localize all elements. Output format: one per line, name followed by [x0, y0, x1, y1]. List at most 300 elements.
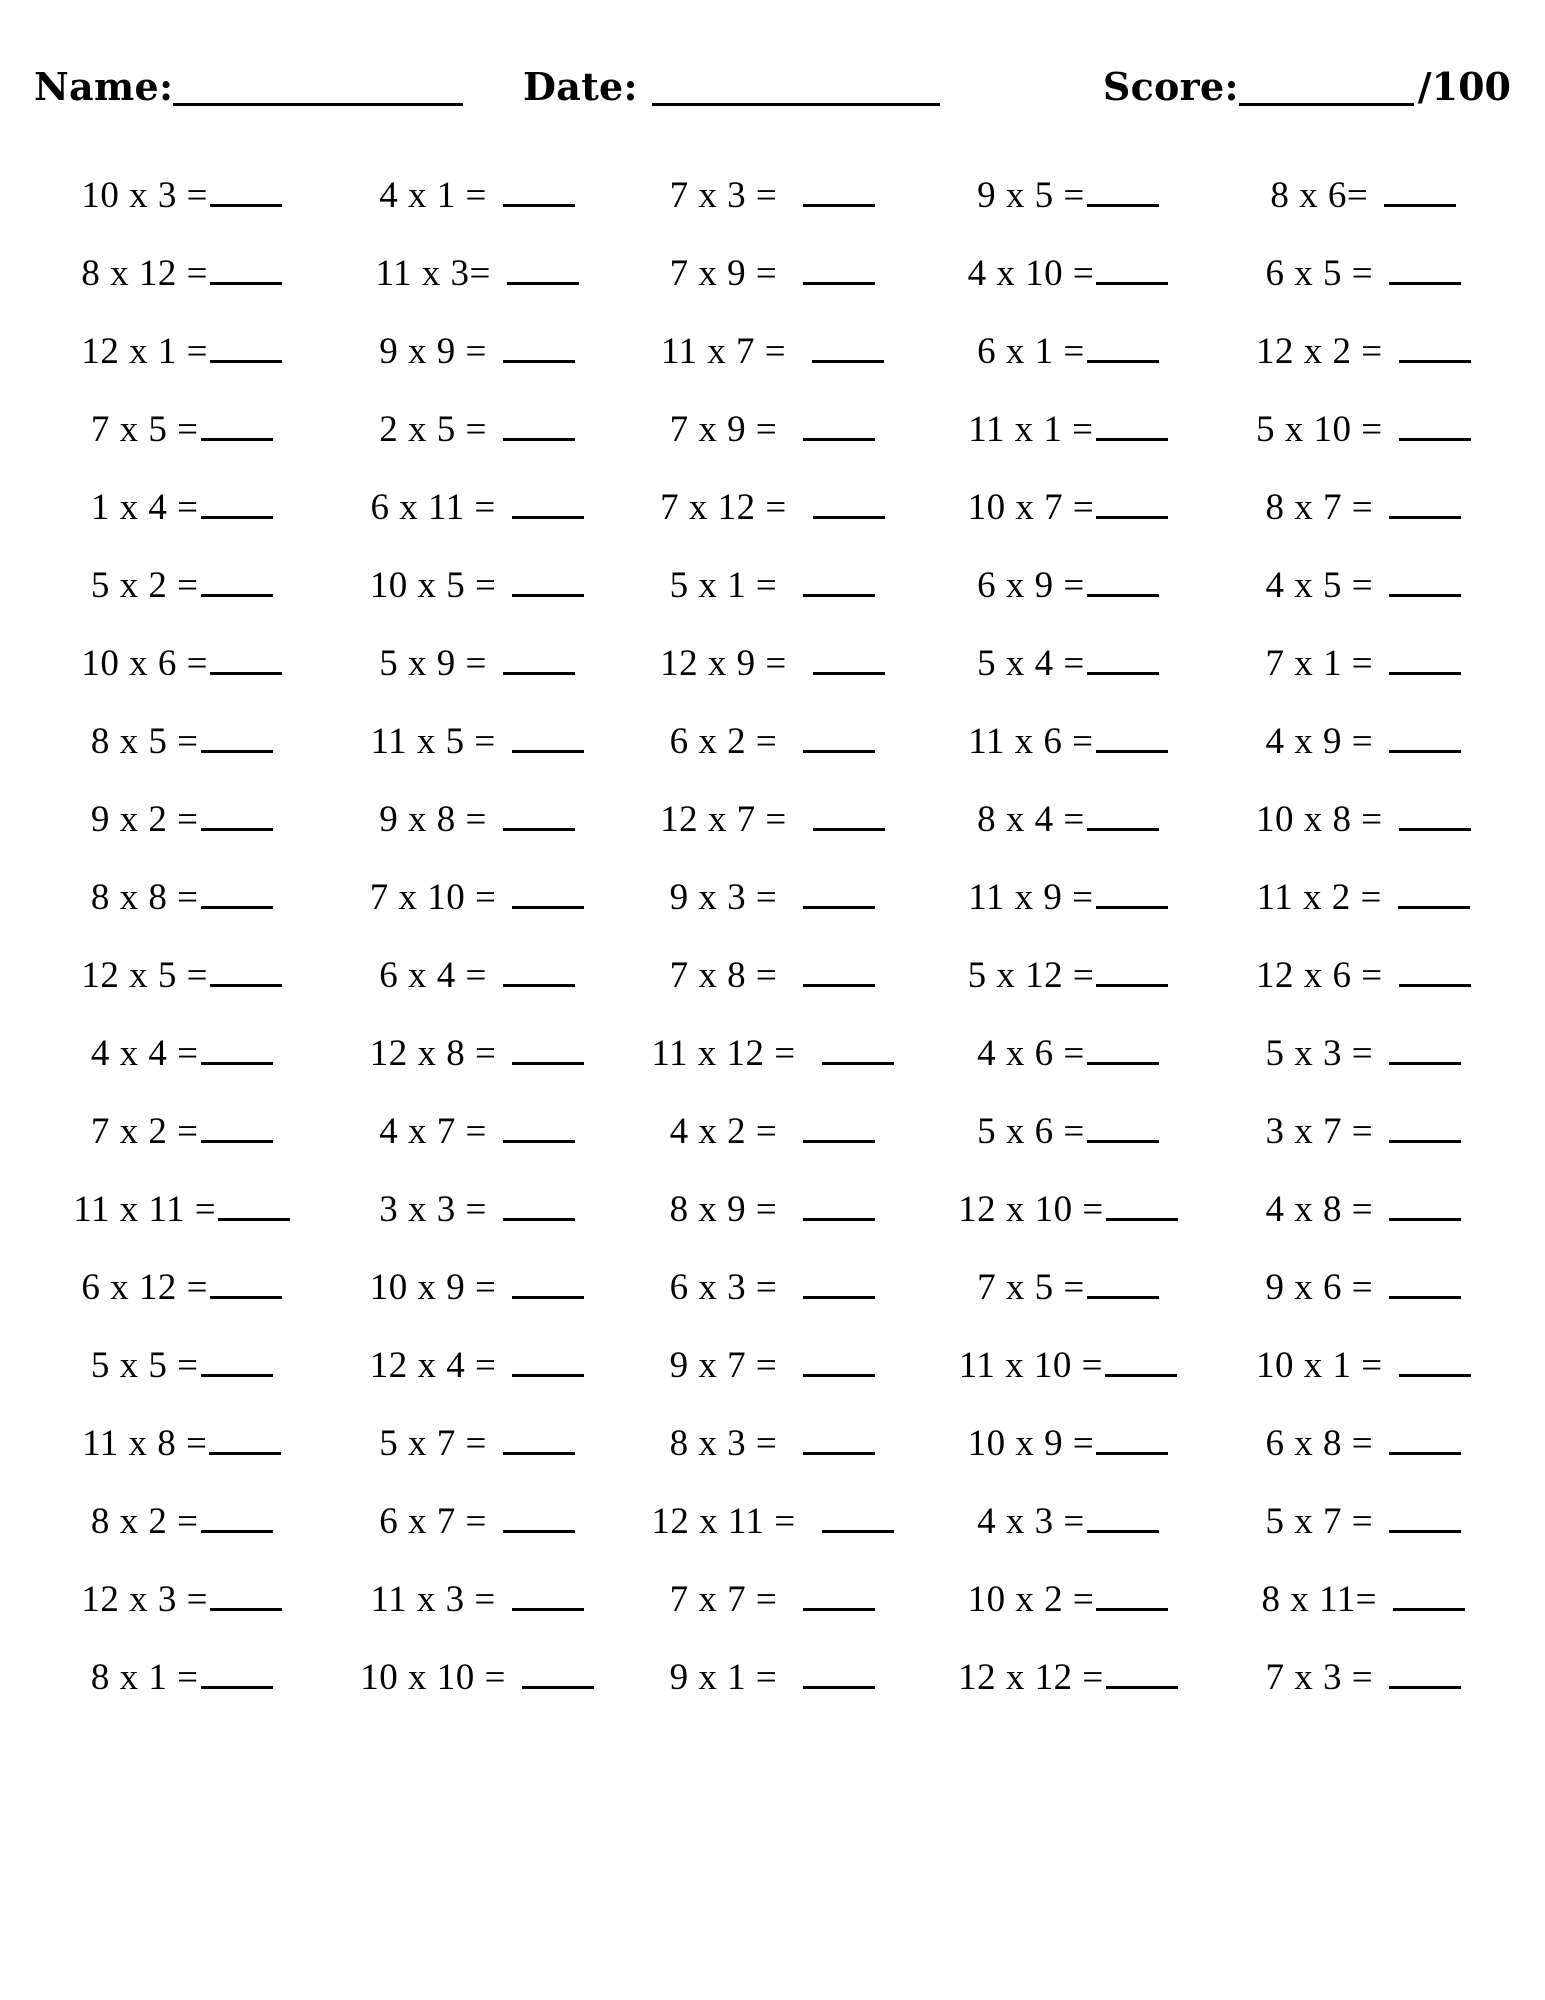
- problem-expression: 11 x 9 =: [968, 876, 1094, 918]
- problem-cell: [34, 1248, 329, 1326]
- answer-blank[interactable]: [803, 1582, 875, 1611]
- problem-expression: 3 x 3 =: [379, 1188, 487, 1230]
- problem: [1265, 642, 1461, 684]
- problem-expression: 11 x 3=: [375, 252, 491, 294]
- answer-blank[interactable]: [1096, 1582, 1168, 1611]
- problem: [977, 642, 1159, 684]
- answer-blank[interactable]: [503, 1114, 575, 1143]
- problem-cell: [920, 1638, 1215, 1716]
- answer-blank[interactable]: [813, 646, 885, 675]
- problem-expression: 4 x 10 =: [967, 252, 1095, 294]
- answer-blank[interactable]: [1389, 1504, 1461, 1533]
- problem-expression: 12 x 10 =: [958, 1188, 1104, 1230]
- problem-expression: 12 x 1 =: [81, 330, 208, 372]
- answer-blank[interactable]: [1389, 490, 1461, 519]
- problem: [90, 1656, 273, 1698]
- problem-cell: [920, 1248, 1215, 1326]
- problem-expression: 8 x 8 =: [90, 876, 199, 918]
- problem: [81, 174, 282, 216]
- answer-blank[interactable]: [803, 412, 875, 441]
- answer-blank[interactable]: [803, 958, 875, 987]
- problem-cell: [329, 858, 624, 936]
- answer-blank[interactable]: [210, 646, 282, 675]
- problem: [977, 174, 1159, 216]
- problem-cell: [920, 780, 1215, 858]
- problem: [1265, 486, 1461, 528]
- problem-expression: 12 x 3 =: [81, 1578, 208, 1620]
- problem-cell: [34, 234, 329, 312]
- problem-cell: [34, 1170, 329, 1248]
- name-field[interactable]: [34, 64, 463, 109]
- problem-expression: 8 x 3 =: [669, 1422, 778, 1464]
- problem-cell: [34, 858, 329, 936]
- problem-cell: [34, 1092, 329, 1170]
- problem-cell: [1216, 1560, 1511, 1638]
- problem-expression: 5 x 4 =: [977, 642, 1085, 684]
- problem: [660, 798, 885, 840]
- answer-blank[interactable]: [201, 1114, 273, 1143]
- answer-blank[interactable]: [1389, 1036, 1461, 1065]
- problem-cell: [329, 390, 624, 468]
- answer-blank[interactable]: [813, 490, 885, 519]
- problem: [967, 1422, 1169, 1464]
- problem: [370, 486, 583, 528]
- problem-cell: [1216, 1638, 1511, 1716]
- problem-cell: [1216, 1014, 1511, 1092]
- answer-blank[interactable]: [201, 880, 273, 909]
- answer-blank[interactable]: [1399, 334, 1471, 363]
- answer-blank[interactable]: [503, 802, 575, 831]
- problem-cell: [625, 1482, 920, 1560]
- problem-cell: [329, 1248, 624, 1326]
- problem-cell: [329, 624, 624, 702]
- problem: [360, 1656, 594, 1698]
- answer-blank[interactable]: [1087, 178, 1159, 207]
- problem: [379, 1422, 575, 1464]
- problem-cell: [920, 468, 1215, 546]
- problem: [1265, 1032, 1461, 1074]
- problem: [90, 564, 273, 606]
- problem-cell: [329, 1560, 624, 1638]
- answer-blank[interactable]: [512, 880, 584, 909]
- problem: [967, 954, 1169, 996]
- problem-expression: 4 x 6 =: [977, 1032, 1085, 1074]
- problem-expression: 7 x 9 =: [669, 252, 778, 294]
- answer-blank[interactable]: [201, 412, 273, 441]
- answer-blank[interactable]: [1096, 1426, 1168, 1455]
- problem-expression: 10 x 10 =: [360, 1656, 506, 1698]
- problem: [669, 1578, 876, 1620]
- problem-cell: [329, 1170, 624, 1248]
- problem-expression: 5 x 9 =: [379, 642, 487, 684]
- problem-expression: 11 x 11 =: [73, 1188, 217, 1230]
- answer-blank[interactable]: [1096, 724, 1168, 753]
- answer-blank[interactable]: [201, 1036, 273, 1065]
- problem-expression: 7 x 8 =: [669, 954, 778, 996]
- problem: [669, 1188, 876, 1230]
- problem: [81, 252, 282, 294]
- answer-blank[interactable]: [1087, 1270, 1159, 1299]
- problem-expression: 8 x 1 =: [90, 1656, 199, 1698]
- problem-cell: [34, 312, 329, 390]
- problem: [967, 252, 1169, 294]
- problem-expression: 7 x 1 =: [1265, 642, 1374, 684]
- answer-blank[interactable]: [1096, 490, 1168, 519]
- problem-expression: 1 x 4 =: [90, 486, 199, 528]
- problem-cell: [1216, 390, 1511, 468]
- problem-cell: [1216, 780, 1511, 858]
- problem-expression: 6 x 1 =: [977, 330, 1085, 372]
- problem-cell: [34, 546, 329, 624]
- answer-blank[interactable]: [1389, 1192, 1461, 1221]
- problem-expression: 11 x 8 =: [82, 1422, 208, 1464]
- problem-cell: [34, 1404, 329, 1482]
- problem-cell: [329, 234, 624, 312]
- problem: [369, 1032, 585, 1074]
- answer-blank[interactable]: [803, 178, 875, 207]
- problem-expression: 11 x 6 =: [968, 720, 1094, 762]
- problem-expression: 5 x 7 =: [1265, 1500, 1374, 1542]
- problem-expression: 8 x 2 =: [90, 1500, 199, 1542]
- answer-blank[interactable]: [1389, 568, 1461, 597]
- problem-expression: 7 x 5 =: [90, 408, 199, 450]
- problem-cell: [625, 546, 920, 624]
- problem-expression: 7 x 12 =: [660, 486, 787, 528]
- answer-blank[interactable]: [503, 1504, 575, 1533]
- answer-blank[interactable]: [512, 1036, 584, 1065]
- answer-blank[interactable]: [1384, 178, 1456, 207]
- answer-blank[interactable]: [210, 1270, 282, 1299]
- answer-blank[interactable]: [512, 568, 584, 597]
- answer-blank[interactable]: [822, 1036, 894, 1065]
- problem: [651, 1500, 893, 1542]
- answer-blank[interactable]: [1087, 334, 1159, 363]
- answer-blank[interactable]: [803, 1114, 875, 1143]
- answer-blank[interactable]: [210, 1582, 282, 1611]
- problem-cell: [329, 936, 624, 1014]
- problem-cell: [625, 1638, 920, 1716]
- answer-blank[interactable]: [503, 1192, 575, 1221]
- answer-blank[interactable]: [503, 334, 575, 363]
- problem: [1265, 1188, 1461, 1230]
- problem-expression: 11 x 10 =: [958, 1344, 1104, 1386]
- problem: [977, 1110, 1159, 1152]
- problem-cell: [625, 858, 920, 936]
- problem-cell: [1216, 468, 1511, 546]
- problem: [379, 954, 575, 996]
- problem-cell: [625, 312, 920, 390]
- answer-blank[interactable]: [1389, 1270, 1461, 1299]
- answer-blank[interactable]: [522, 1660, 594, 1689]
- answer-blank[interactable]: [1087, 646, 1159, 675]
- problem: [1265, 252, 1461, 294]
- answer-blank[interactable]: [1389, 1114, 1461, 1143]
- answer-blank[interactable]: [803, 1348, 875, 1377]
- answer-blank[interactable]: [201, 724, 273, 753]
- problem-expression: 4 x 7 =: [379, 1110, 487, 1152]
- answer-blank[interactable]: [813, 802, 885, 831]
- problem-cell: [329, 1092, 624, 1170]
- problem-cell: [625, 390, 920, 468]
- problem-expression: 5 x 10 =: [1255, 408, 1383, 450]
- problem: [82, 1422, 281, 1464]
- answer-blank[interactable]: [512, 1582, 584, 1611]
- answer-blank[interactable]: [218, 1192, 290, 1221]
- problem: [369, 876, 585, 918]
- name-label: Name:: [34, 64, 174, 109]
- answer-blank[interactable]: [803, 1426, 875, 1455]
- problem: [669, 954, 876, 996]
- problem-expression: 9 x 8 =: [379, 798, 487, 840]
- answer-blank[interactable]: [201, 802, 273, 831]
- problem: [90, 1032, 273, 1074]
- problem-expression: 7 x 5 =: [977, 1266, 1085, 1308]
- problem-expression: 9 x 7 =: [669, 1344, 778, 1386]
- answer-blank[interactable]: [803, 1660, 875, 1689]
- problem: [977, 564, 1159, 606]
- problem-cell: [920, 234, 1215, 312]
- problem-expression: 12 x 2 =: [1255, 330, 1383, 372]
- problem: [977, 798, 1159, 840]
- problem: [379, 642, 575, 684]
- score-field[interactable]: [1102, 64, 1511, 109]
- score-input-blank[interactable]: [1239, 69, 1414, 106]
- problem-expression: 4 x 2 =: [669, 1110, 778, 1152]
- problem-cell: [920, 624, 1215, 702]
- problem: [1270, 174, 1456, 216]
- problem-expression: 9 x 6 =: [1265, 1266, 1374, 1308]
- problem-cell: [625, 624, 920, 702]
- problem: [977, 1266, 1159, 1308]
- problem-cell: [34, 780, 329, 858]
- answer-blank[interactable]: [1389, 1426, 1461, 1455]
- problem-expression: 5 x 6 =: [977, 1110, 1085, 1152]
- problem-expression: 10 x 9 =: [967, 1422, 1095, 1464]
- problem: [81, 1578, 282, 1620]
- answer-blank[interactable]: [803, 1270, 875, 1299]
- problem-cell: [920, 1560, 1215, 1638]
- problem: [1265, 1656, 1461, 1698]
- problem: [958, 1188, 1178, 1230]
- problem-cell: [1216, 1482, 1511, 1560]
- problem-cell: [329, 780, 624, 858]
- answer-blank[interactable]: [1399, 958, 1471, 987]
- answer-blank[interactable]: [503, 958, 575, 987]
- problem: [977, 1500, 1159, 1542]
- problem-expression: 11 x 5 =: [370, 720, 496, 762]
- answer-blank[interactable]: [1399, 1348, 1471, 1377]
- answer-blank[interactable]: [1087, 802, 1159, 831]
- problem-cell: [34, 624, 329, 702]
- date-input-blank[interactable]: [652, 69, 940, 106]
- answer-blank[interactable]: [503, 1426, 575, 1455]
- problem: [90, 1110, 273, 1152]
- answer-blank[interactable]: [1389, 724, 1461, 753]
- answer-blank[interactable]: [1398, 880, 1470, 909]
- problem-cell: [1216, 546, 1511, 624]
- problem-expression: 7 x 3 =: [1265, 1656, 1374, 1698]
- answer-blank[interactable]: [1096, 958, 1168, 987]
- answer-blank[interactable]: [201, 1504, 273, 1533]
- problem-expression: 6 x 12 =: [81, 1266, 208, 1308]
- problem-cell: [920, 936, 1215, 1014]
- problem-expression: 5 x 1 =: [669, 564, 778, 606]
- answer-blank[interactable]: [201, 568, 273, 597]
- problem-expression: 4 x 8 =: [1265, 1188, 1374, 1230]
- answer-blank[interactable]: [1096, 880, 1168, 909]
- answer-blank[interactable]: [1096, 256, 1168, 285]
- problem: [1261, 1578, 1466, 1620]
- problem-cell: [920, 390, 1215, 468]
- problem: [73, 1188, 290, 1230]
- problem: [1255, 798, 1471, 840]
- answer-blank[interactable]: [503, 646, 575, 675]
- problem-expression: 4 x 3 =: [977, 1500, 1085, 1542]
- problem-cell: [625, 1326, 920, 1404]
- problem-expression: 7 x 7 =: [669, 1578, 778, 1620]
- answer-blank[interactable]: [209, 1426, 281, 1455]
- answer-blank[interactable]: [803, 880, 875, 909]
- answer-blank[interactable]: [1087, 1504, 1159, 1533]
- answer-blank[interactable]: [1106, 1660, 1178, 1689]
- problem: [958, 1656, 1178, 1698]
- problem: [1265, 1500, 1461, 1542]
- problem-expression: 10 x 7 =: [967, 486, 1095, 528]
- answer-blank[interactable]: [512, 1270, 584, 1299]
- problem-cell: [920, 1014, 1215, 1092]
- problem-expression: 8 x 5 =: [90, 720, 199, 762]
- problem: [660, 486, 885, 528]
- problem-cell: [920, 312, 1215, 390]
- problem: [379, 174, 575, 216]
- problem: [1255, 1344, 1471, 1386]
- problem-cell: [329, 1014, 624, 1092]
- date-field[interactable]: [523, 64, 940, 109]
- answer-blank[interactable]: [1399, 412, 1471, 441]
- answer-blank[interactable]: [512, 490, 584, 519]
- problem-expression: 5 x 5 =: [90, 1344, 199, 1386]
- problem: [958, 1344, 1177, 1386]
- answer-blank[interactable]: [503, 412, 575, 441]
- answer-blank[interactable]: [512, 1348, 584, 1377]
- problem-expression: 12 x 5 =: [81, 954, 208, 996]
- answer-blank[interactable]: [822, 1504, 894, 1533]
- problem: [90, 486, 273, 528]
- problem-cell: [625, 1248, 920, 1326]
- answer-blank[interactable]: [1389, 256, 1461, 285]
- problem-cell: [920, 1326, 1215, 1404]
- problem: [1265, 720, 1461, 762]
- problem-cell: [625, 234, 920, 312]
- problem-cell: [329, 468, 624, 546]
- answer-blank[interactable]: [201, 1660, 273, 1689]
- problem-expression: 6 x 9 =: [977, 564, 1085, 606]
- answer-blank[interactable]: [1393, 1582, 1465, 1611]
- problem-expression: 6 x 8 =: [1265, 1422, 1374, 1464]
- problem: [1255, 954, 1471, 996]
- problem-cell: [34, 936, 329, 1014]
- answer-blank[interactable]: [210, 958, 282, 987]
- answer-blank[interactable]: [1096, 412, 1168, 441]
- problem-cell: [1216, 1170, 1511, 1248]
- answer-blank[interactable]: [210, 256, 282, 285]
- answer-blank[interactable]: [1389, 1660, 1461, 1689]
- answer-blank[interactable]: [803, 1192, 875, 1221]
- answer-blank[interactable]: [1105, 1348, 1177, 1377]
- problem-cell: [625, 1014, 920, 1092]
- answer-blank[interactable]: [1087, 1114, 1159, 1143]
- answer-blank[interactable]: [812, 334, 884, 363]
- problem-expression: 11 x 1 =: [968, 408, 1094, 450]
- problem: [369, 564, 585, 606]
- problem-cell: [34, 390, 329, 468]
- problem: [660, 330, 884, 372]
- problem-expression: 6 x 7 =: [379, 1500, 487, 1542]
- problem-expression: 10 x 5 =: [369, 564, 497, 606]
- answer-blank[interactable]: [803, 724, 875, 753]
- problem-cell: [625, 1404, 920, 1482]
- problem-cell: [34, 468, 329, 546]
- answer-blank[interactable]: [803, 568, 875, 597]
- name-input-blank[interactable]: [173, 69, 463, 106]
- problem-expression: 3 x 7 =: [1265, 1110, 1374, 1152]
- answer-blank[interactable]: [1087, 568, 1159, 597]
- answer-blank[interactable]: [1399, 802, 1471, 831]
- problem-cell: [625, 156, 920, 234]
- problem-cell: [329, 1638, 624, 1716]
- problem-expression: 6 x 3 =: [669, 1266, 778, 1308]
- problem: [375, 252, 579, 294]
- worksheet-header: [34, 28, 1511, 109]
- problem-cell: [625, 1560, 920, 1638]
- problem-expression: 6 x 11 =: [370, 486, 496, 528]
- answer-blank[interactable]: [503, 178, 575, 207]
- answer-blank[interactable]: [210, 178, 282, 207]
- answer-blank[interactable]: [803, 256, 875, 285]
- problem-cell: [1216, 624, 1511, 702]
- answer-blank[interactable]: [1087, 1036, 1159, 1065]
- problem-expression: 5 x 7 =: [379, 1422, 487, 1464]
- answer-blank[interactable]: [507, 256, 579, 285]
- problem-expression: 12 x 6 =: [1255, 954, 1383, 996]
- problem-expression: 10 x 2 =: [967, 1578, 1095, 1620]
- answer-blank[interactable]: [1106, 1192, 1178, 1221]
- problem: [379, 1110, 575, 1152]
- problem-cell: [920, 1092, 1215, 1170]
- problem-expression: 4 x 4 =: [90, 1032, 199, 1074]
- answer-blank[interactable]: [512, 724, 584, 753]
- problem: [669, 252, 876, 294]
- problem-cell: [1216, 702, 1511, 780]
- problem: [1255, 330, 1471, 372]
- problem-expression: 12 x 9 =: [660, 642, 787, 684]
- answer-blank[interactable]: [201, 1348, 273, 1377]
- problem-cell: [920, 156, 1215, 234]
- answer-blank[interactable]: [201, 490, 273, 519]
- problem-cell: [1216, 312, 1511, 390]
- problem-cell: [34, 1014, 329, 1092]
- problem-expression: 12 x 12 =: [958, 1656, 1104, 1698]
- problem: [669, 1344, 876, 1386]
- problem-expression: 7 x 2 =: [90, 1110, 199, 1152]
- problem-expression: 8 x 6=: [1270, 174, 1369, 216]
- problem-cell: [329, 546, 624, 624]
- problem-cell: [1216, 936, 1511, 1014]
- answer-blank[interactable]: [1389, 646, 1461, 675]
- problem: [660, 642, 885, 684]
- problem-cell: [34, 1326, 329, 1404]
- answer-blank[interactable]: [210, 334, 282, 363]
